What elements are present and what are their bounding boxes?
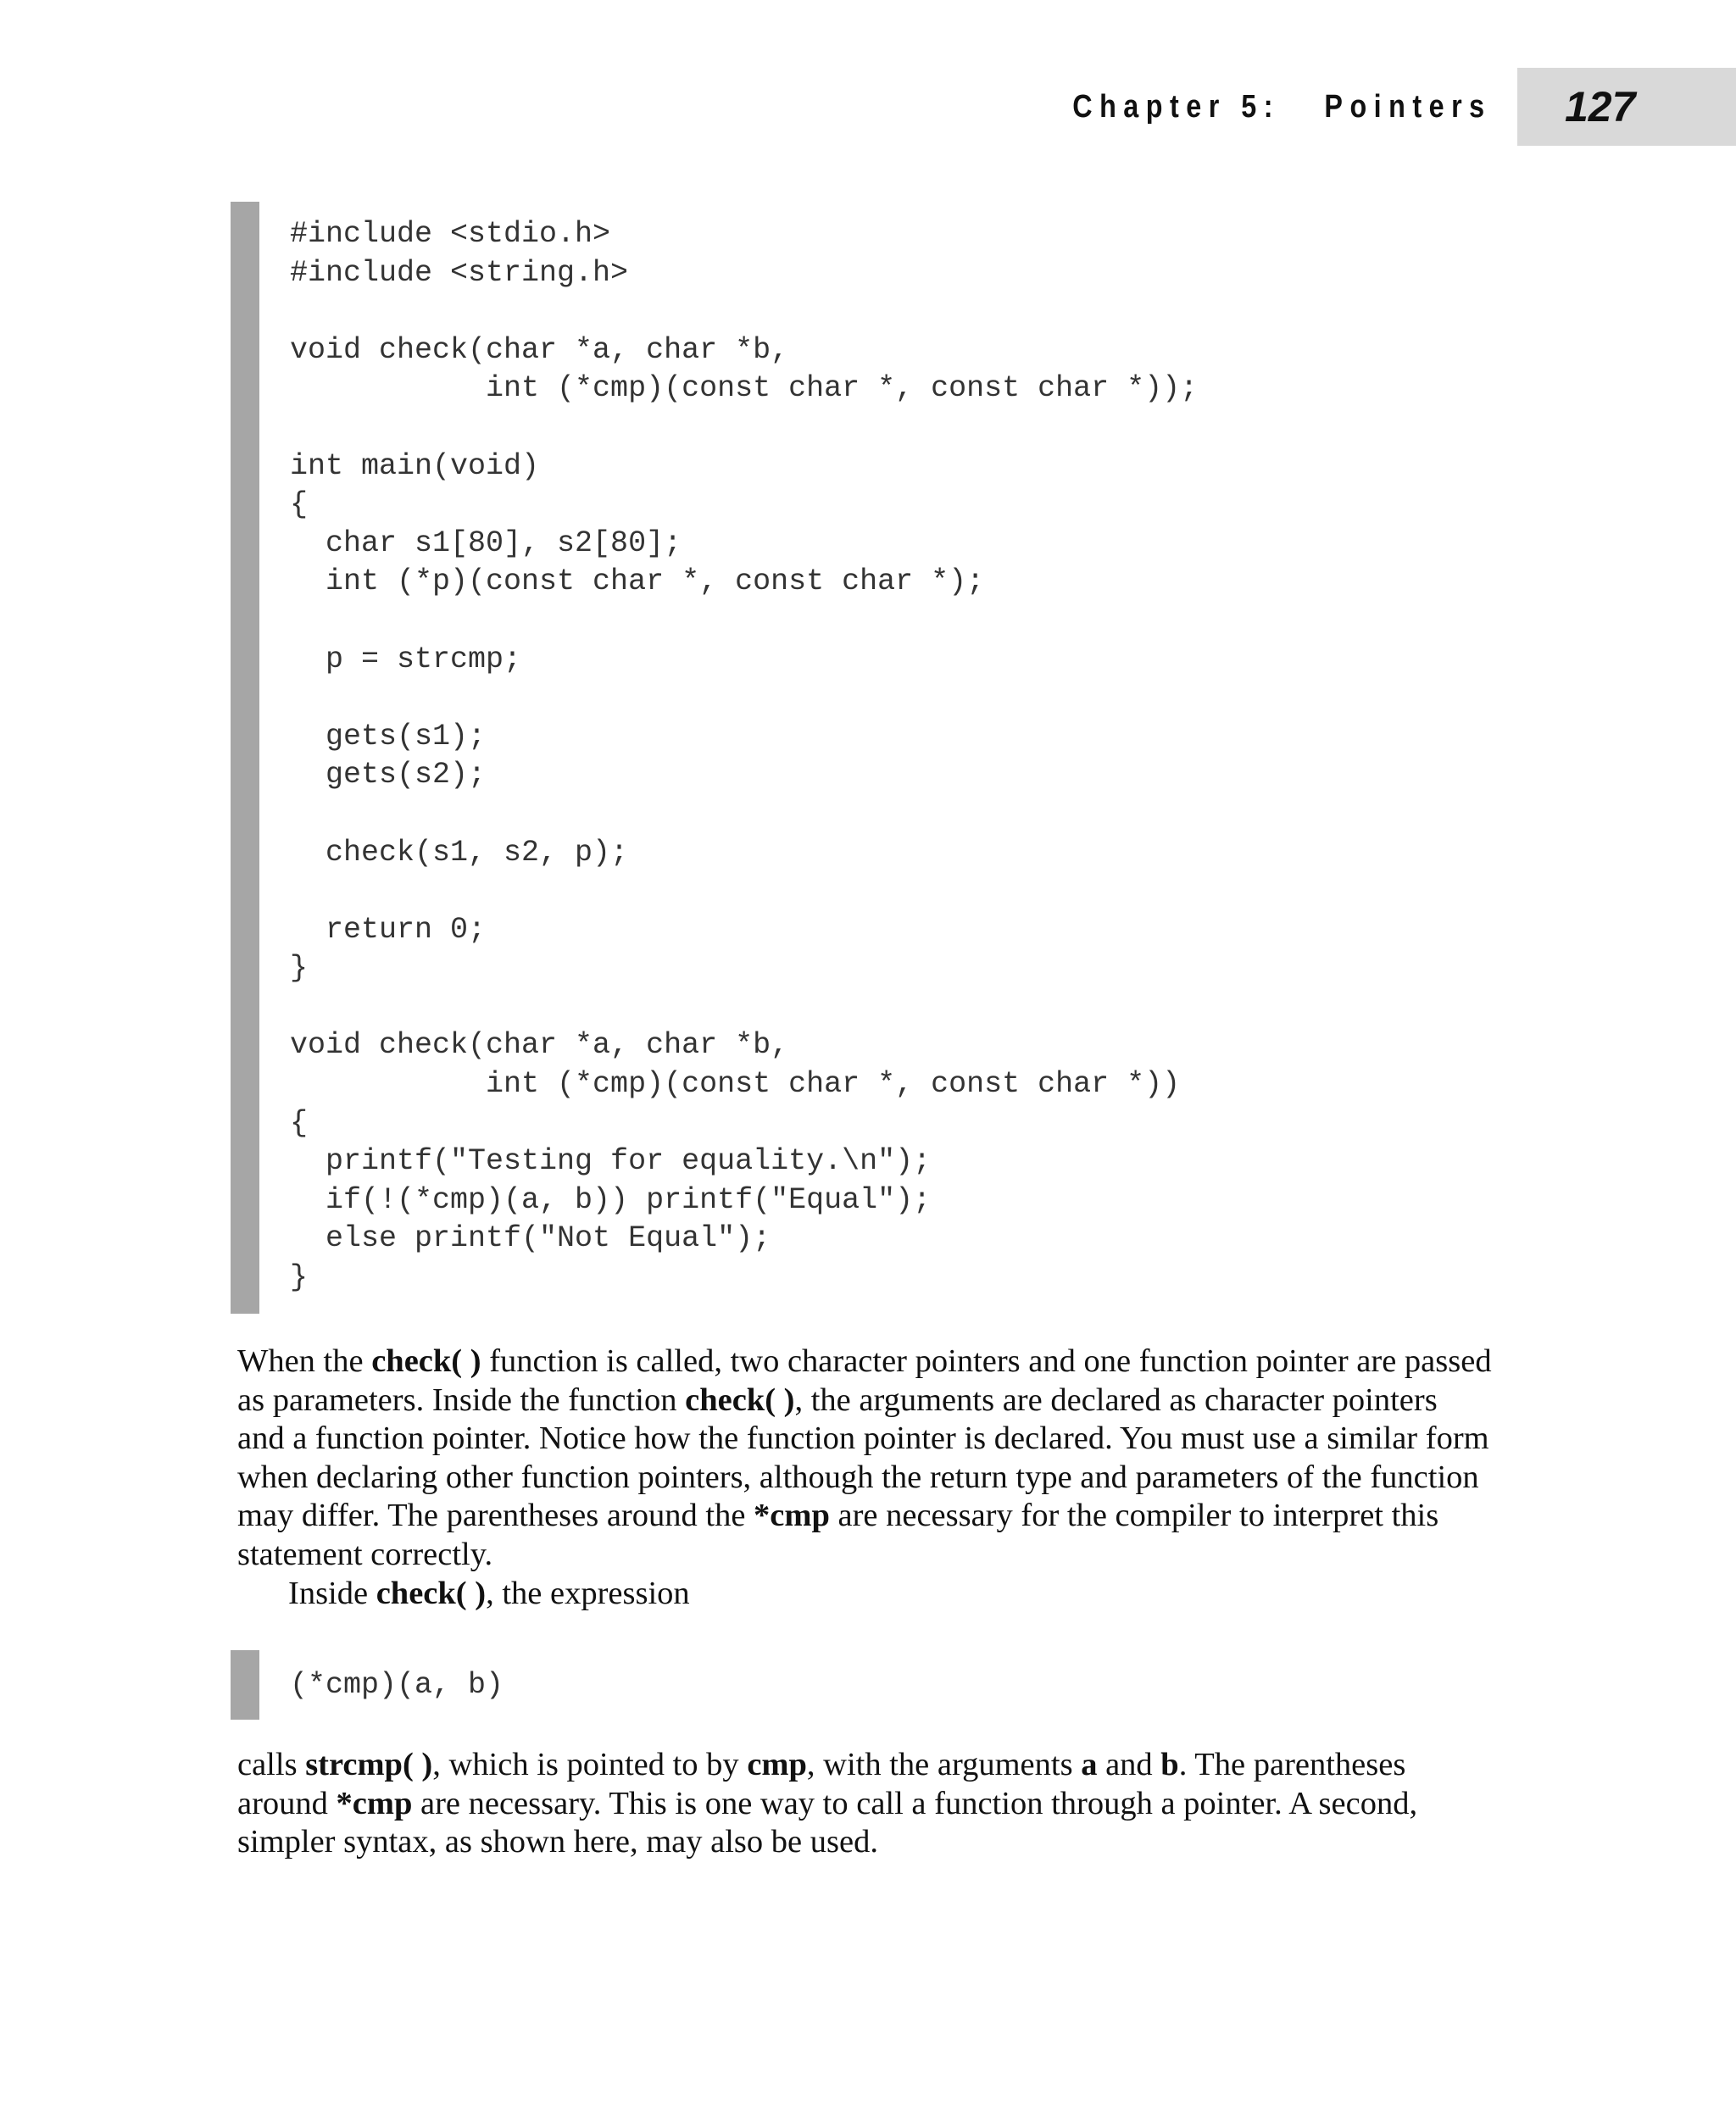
running-head	[999, 68, 1736, 146]
text-run: When the	[237, 1343, 372, 1379]
bold-term: *cmp	[336, 1785, 413, 1821]
code-snippet-text: (*cmp)(a, b)	[290, 1668, 504, 1702]
bold-term: check( )	[685, 1382, 795, 1418]
bold-term: strcmp( )	[305, 1747, 433, 1782]
bold-term: check( )	[376, 1575, 487, 1611]
code-listing	[231, 202, 1417, 1314]
text-run: , which is pointed to by	[432, 1747, 748, 1782]
paragraph-3	[237, 1746, 1492, 1862]
text-run: calls	[237, 1747, 306, 1782]
text-run: are necessary. This is one way to call a function through a pointer. A second, simpler syntax, as shown here, may also be used.	[237, 1785, 1418, 1860]
text-run: and	[1097, 1747, 1161, 1782]
bold-term: *cmp	[754, 1498, 830, 1534]
bold-term: cmp	[747, 1747, 807, 1782]
text-run: function is called, two character pointers and one function pointer are passed as parameters. Inside the function	[237, 1343, 1492, 1418]
bold-term: a	[1081, 1747, 1098, 1782]
chapter-title: Chapter 5: Pointers	[1072, 88, 1492, 125]
bold-term: b	[1160, 1747, 1179, 1782]
text-run: . The parentheses around	[237, 1747, 1406, 1821]
code-snippet	[231, 1650, 739, 1720]
paragraph-2	[237, 1575, 1492, 1614]
page-number-box	[1517, 68, 1736, 146]
body-text-block	[237, 1343, 1492, 1613]
page-number: 127	[1565, 83, 1636, 131]
body-text-block	[237, 1746, 1492, 1862]
text-run: are necessary for the compiler to interpret this statement correctly.	[237, 1498, 1439, 1572]
text-run: , with the arguments	[806, 1747, 1082, 1782]
paragraph-1	[237, 1343, 1492, 1575]
text-run: Inside	[288, 1575, 376, 1611]
text-run: , the expression	[486, 1575, 690, 1611]
bold-term: check( )	[371, 1343, 481, 1379]
text-run: , the arguments are declared as character pointers and a function pointer. Notice how the function pointer is declared. You must use a similar form when declaring other function pointers, although the return type and parameters of the function may differ. The parentheses around the	[237, 1382, 1489, 1534]
code-listing-text: #include <stdio.h> #include <string.h> void check(char *a, char *b, int (*cmp)(const char *, const char *)); int main(void) { char s1[80], s2[80]; int (*p)(const char *, const char *); p = strcmp; gets(s1); gets(s2); check(s1, s2, p); return 0; } void check(char *a, char *b, int (*cmp)(const char *, const char *)) { printf("Testing for equality.\n"); if(!(*cmp)(a, b)) printf("Equal"); else printf("Not Equal"); }	[290, 217, 1199, 1295]
